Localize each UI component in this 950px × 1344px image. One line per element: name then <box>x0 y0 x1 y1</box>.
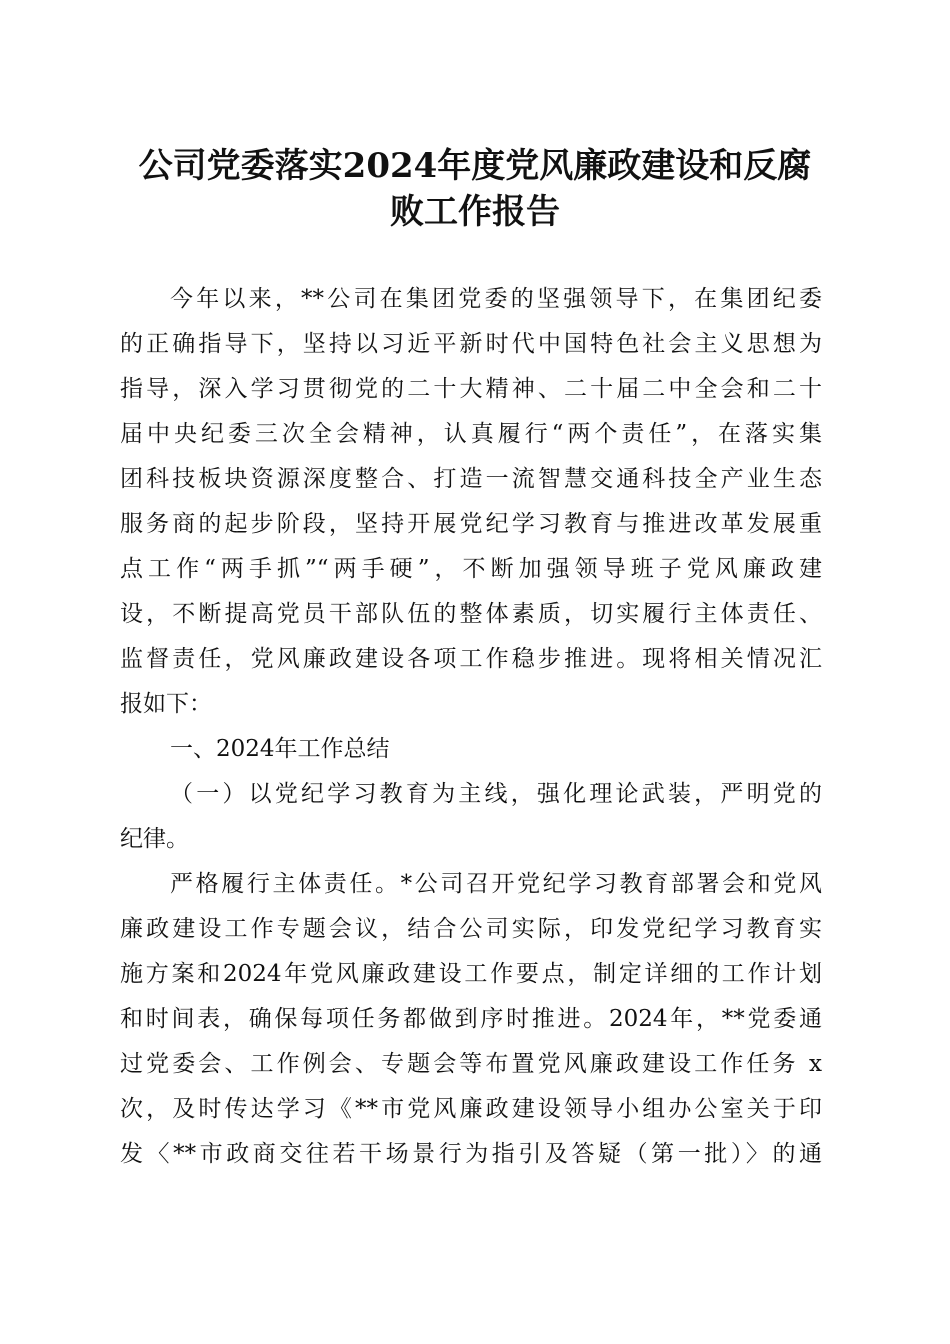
text-line: 届中央纪委三次全会精神，认真履行“两个责任”，在落实集 <box>120 421 822 447</box>
section-heading: 一、2024年工作总结 <box>170 736 390 762</box>
text-line: 点工作“两手抓”“两手硬”，不断加强领导班子党风廉政建 <box>120 556 822 582</box>
text-line: 廉政建设工作专题会议，结合公司实际，印发党纪学习教育实 <box>120 916 822 942</box>
text-line: 纪律。 <box>120 826 189 852</box>
text-line: （一）以党纪学习教育为主线，强化理论武装，严明党的 <box>170 781 822 807</box>
text-line: 严格履行主体责任。*公司召开党纪学习教育部署会和党风 <box>170 871 822 897</box>
text-line: 和时间表，确保每项任务都做到序时推进。2024年，**党委通 <box>120 1006 822 1032</box>
text-line: 次，及时传达学习《**市党风廉政建设领导小组办公室关于印 <box>120 1096 822 1122</box>
text-line: 团科技板块资源深度整合、打造一流智慧交通科技全产业生态 <box>120 466 822 492</box>
text-line: 监督责任，党风廉政建设各项工作稳步推进。现将相关情况汇 <box>120 646 822 672</box>
document-title-line-2: 败工作报告 <box>390 192 560 232</box>
text-line: 设，不断提高党员干部队伍的整体素质，切实履行主体责任、 <box>120 601 822 627</box>
text-line: 指导，深入学习贯彻党的二十大精神、二十届二中全会和二十 <box>120 376 822 402</box>
document-title-line-1: 公司党委落实2024年度党风廉政建设和反腐 <box>138 146 812 186</box>
text-line: 今年以来，**公司在集团党委的坚强领导下，在集团纪委 <box>170 286 822 312</box>
text-line: 报如下： <box>120 691 212 717</box>
text-line: 服务商的起步阶段，坚持开展党纪学习教育与推进改革发展重 <box>120 511 822 537</box>
text-line: 的正确指导下，坚持以习近平新时代中国特色社会主义思想为 <box>120 331 822 357</box>
text-line: 过党委会、工作例会、专题会等布置党风廉政建设工作任务 x <box>120 1051 822 1077</box>
text-line: 施方案和2024年党风廉政建设工作要点，制定详细的工作计划 <box>120 961 822 987</box>
text-line: 发〈**市政商交往若干场景行为指引及答疑（第一批）〉的通 <box>120 1141 822 1167</box>
